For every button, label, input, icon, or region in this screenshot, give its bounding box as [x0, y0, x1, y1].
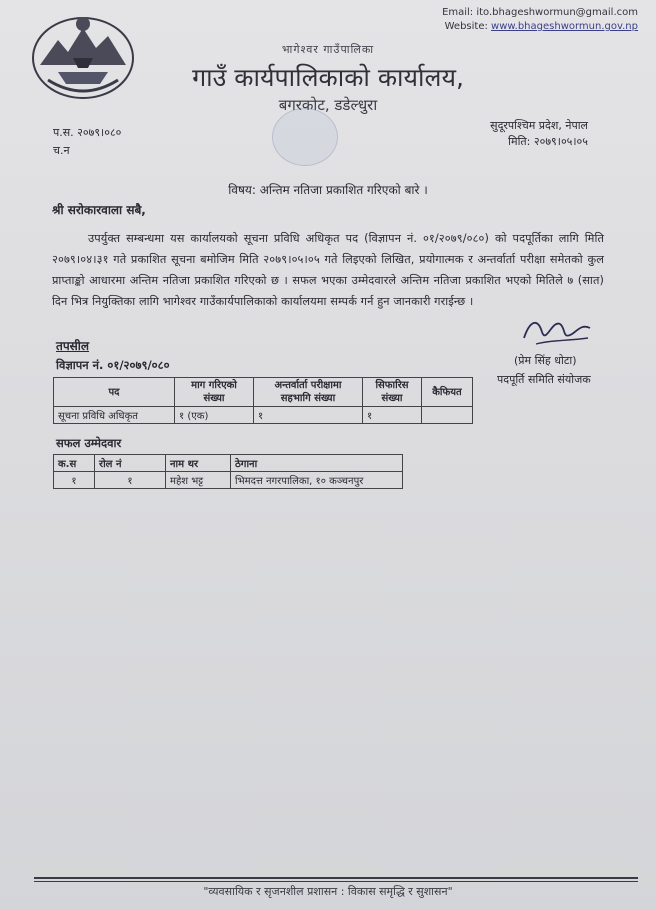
office-address: बगरकोट, डडेल्धुरा	[278, 96, 378, 114]
positions-table	[53, 377, 473, 424]
column-header: अन्तर्वार्ता परीक्षामा सहभागि संख्या	[254, 378, 363, 407]
table-header-row	[54, 455, 403, 472]
signer-title: पदपूर्ति समिति संयोजक	[497, 373, 591, 386]
signer-name: (प्रेम सिंह धोटा)	[514, 354, 577, 367]
table-cell: १	[363, 407, 422, 424]
candidates-table	[53, 454, 403, 489]
table-header-row	[54, 378, 473, 407]
column-header: रोल नं	[95, 455, 166, 472]
municipality-name: भागेश्वर गाउँपालिका	[281, 43, 375, 56]
contact-info	[442, 6, 638, 34]
column-header: ठेगाना	[231, 455, 403, 472]
letter-number: प.स. २०७९।०८०	[53, 126, 122, 139]
column-header: कैफियत	[422, 378, 473, 407]
table-cell: १	[54, 472, 95, 489]
province-date-block	[490, 118, 588, 150]
office-seal-stamp	[272, 108, 338, 166]
email-text: Email: ito.bhageshwormun@gmail.com	[442, 7, 638, 18]
table-cell: सूचना प्रविधि अधिकृत	[54, 407, 175, 424]
table-cell: १	[95, 472, 166, 489]
footer-divider	[34, 877, 638, 879]
footer-slogan: "व्यवसायिक र सृजनशील प्रशासन : विकास समृद्धि र सुशासन"	[203, 885, 453, 898]
footer-divider-thin	[34, 881, 638, 882]
province-text: सुदूरपश्चिम प्रदेश, नेपाल	[490, 119, 588, 132]
dispatch-number: च.न	[53, 144, 70, 157]
table-row	[54, 407, 473, 424]
signature-image	[516, 310, 596, 352]
subject-line: विषय: अन्तिम नतिजा प्रकाशित गरिएको बारे ।	[228, 183, 428, 197]
table-cell: १ (एक)	[175, 407, 254, 424]
details-heading: तपसील	[56, 339, 90, 353]
table-cell: भिमदत्त नगरपालिका, १० कञ्चनपुर	[231, 472, 403, 489]
addressee-line: श्री सरोकारवाला सबै,	[52, 203, 146, 217]
table-row	[54, 472, 403, 489]
column-header: नाम थर	[166, 455, 231, 472]
website-label: Website:	[444, 21, 488, 32]
table-cell: १	[254, 407, 363, 424]
advertisement-number: विज्ञापन नं. ०१/२०७९/०८०	[56, 358, 170, 372]
website-line	[442, 20, 638, 34]
letter-body: उपर्युक्त सम्बन्धमा यस कार्यालयको सूचना प्रविधि अधिकृत पद (विज्ञापन नं. ०१/२०७९/०८०) को पदपूर्तिका लागि मिति २०७९।०४।३१ गते प्रकाशित सूचना बमोजिम मिति २०७९।०५।०५ गते लिइएको लिखित, प्रयोगात्मक र अन्तर्वार्ता परीक्षा समेतको कुल प्राप्ताङ्को आधारमा अन्तिम नतिजा प्रकाशित गरिएको छ । सफल भएका उम्मेदवारले अन्तिम नतिजा प्रकाशित भएको मितिले ७ (सात) दिन भित्र नियुक्तिका लागि भागेश्वर गाउँकार्यपालिकाको कार्यालयमा सम्पर्क गर्न हुन जानकारी गराईन्छ ।	[52, 232, 604, 308]
column-header: सिफारिस संख्या	[363, 378, 422, 407]
column-header: क.स	[54, 455, 95, 472]
office-title: गाउँ कार्यपालिकाको कार्यालय,	[192, 63, 464, 92]
column-header: माग गरिएको संख्या	[175, 378, 254, 407]
column-header: पद	[54, 378, 175, 407]
website-link[interactable]: www.bhageshwormun.gov.np	[491, 21, 638, 32]
successful-candidates-heading: सफल उम्मेदवार	[56, 436, 122, 450]
table-cell	[422, 407, 473, 424]
letter-date: मिति: २०७९।०५।०५	[508, 135, 588, 148]
reference-block	[53, 124, 121, 160]
table-cell: महेश भट्ट	[166, 472, 231, 489]
